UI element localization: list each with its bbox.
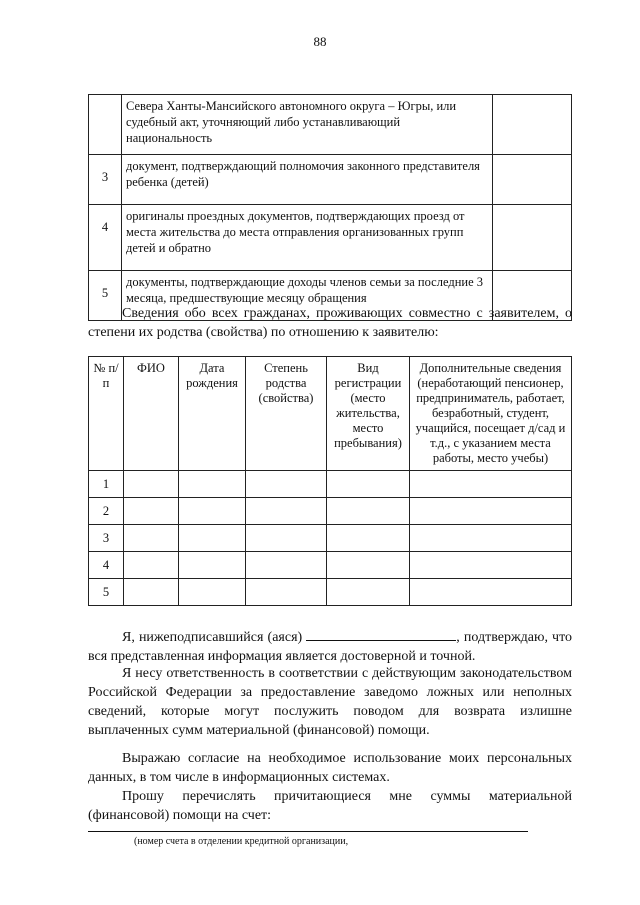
cell-birth-date[interactable] bbox=[179, 498, 246, 525]
row-number: 2 bbox=[89, 498, 124, 525]
row-number bbox=[89, 95, 122, 155]
documents-table bbox=[88, 94, 572, 321]
row-number: 4 bbox=[89, 552, 124, 579]
cell-birth-date[interactable] bbox=[179, 525, 246, 552]
signer-name-line[interactable] bbox=[306, 626, 456, 641]
account-number-line[interactable] bbox=[88, 831, 528, 832]
document-description: документ, подтверждающий полномочия законного представителя ребенка (детей) bbox=[122, 155, 493, 205]
cell-birth-date[interactable] bbox=[179, 579, 246, 606]
table-row bbox=[89, 205, 572, 271]
document-description: документы, подтверждающие доходы членов семьи за последние 3 месяца, предшествующие месяцу обращения bbox=[122, 271, 493, 321]
account-caption: (номер счета в отделении кредитной организации, bbox=[134, 836, 349, 847]
table-row bbox=[89, 525, 572, 552]
empty-cell bbox=[493, 205, 572, 271]
cell-kinship[interactable] bbox=[246, 525, 327, 552]
document-description: оригиналы проездных документов, подтверждающих проезд от места жительства до места отправления организованных групп детей и обратно bbox=[122, 205, 493, 271]
cell-additional-info[interactable] bbox=[410, 498, 572, 525]
cell-birth-date[interactable] bbox=[179, 471, 246, 498]
cell-registration[interactable] bbox=[327, 498, 410, 525]
cell-birth-date[interactable] bbox=[179, 552, 246, 579]
table-row bbox=[89, 498, 572, 525]
table-row bbox=[89, 552, 572, 579]
table-row bbox=[89, 471, 572, 498]
cell-kinship[interactable] bbox=[246, 579, 327, 606]
cell-additional-info[interactable] bbox=[410, 579, 572, 606]
row-number: 1 bbox=[89, 471, 124, 498]
cell-kinship[interactable] bbox=[246, 552, 327, 579]
table-row bbox=[89, 155, 572, 205]
empty-cell bbox=[493, 155, 572, 205]
col-header-registration: Вид регистрации (место жительства, место пребывания) bbox=[327, 357, 410, 471]
transfer-request-text: Прошу перечислять причитающиеся мне суммы материальной (финансовой) помощи на счет: bbox=[88, 789, 572, 823]
cell-kinship[interactable] bbox=[246, 498, 327, 525]
document-description: Севера Ханты-Мансийского автономного округа – Югры, или судебный акт, уточняющий либо устанавливающий национальность bbox=[122, 95, 493, 155]
row-number: 3 bbox=[89, 525, 124, 552]
cell-name[interactable] bbox=[124, 498, 179, 525]
col-header-birth-date: Дата рождения bbox=[179, 357, 246, 471]
row-number: 3 bbox=[89, 155, 122, 205]
cell-additional-info[interactable] bbox=[410, 552, 572, 579]
cell-kinship[interactable] bbox=[246, 471, 327, 498]
table-row bbox=[89, 95, 572, 155]
cell-registration[interactable] bbox=[327, 471, 410, 498]
row-number: 5 bbox=[89, 271, 122, 321]
cohabitants-table bbox=[88, 356, 572, 606]
declaration-prefix: Я, нижеподписавшийся (аяся) bbox=[122, 630, 303, 645]
consent-text: Выражаю согласие на необходимое использование моих персональных данных, в том числе в информационных системах. bbox=[88, 751, 572, 785]
col-header-name: ФИО bbox=[124, 357, 179, 471]
cell-registration[interactable] bbox=[327, 525, 410, 552]
empty-cell bbox=[493, 95, 572, 155]
cell-additional-info[interactable] bbox=[410, 525, 572, 552]
cell-name[interactable] bbox=[124, 552, 179, 579]
responsibility-text: Я несу ответственность в соответствии с действующим законодательством Российской Федерации за предоставление заведомо ложных или неполных сведений, которые могут послужить поводом для возврата излишне выплаченных сумм материальной (финансовой) помощи. bbox=[88, 666, 572, 738]
cell-registration[interactable] bbox=[327, 552, 410, 579]
cell-additional-info[interactable] bbox=[410, 471, 572, 498]
row-number: 5 bbox=[89, 579, 124, 606]
cell-name[interactable] bbox=[124, 471, 179, 498]
table-row bbox=[89, 579, 572, 606]
cohabitants-intro: Сведения обо всех гражданах, проживающих совместно с заявителем, о степени их родства (свойства) по отношению к заявителю: bbox=[88, 306, 572, 340]
col-header-number: № п/п bbox=[89, 357, 124, 471]
cell-registration[interactable] bbox=[327, 579, 410, 606]
col-header-kinship: Степень родства (свойства) bbox=[246, 357, 327, 471]
page-number: 88 bbox=[313, 34, 327, 49]
declaration-suffix: , подтверждаю, что вся представленная информация является достоверной и точной. bbox=[88, 630, 573, 664]
cell-name[interactable] bbox=[124, 525, 179, 552]
row-number: 4 bbox=[89, 205, 122, 271]
declaration bbox=[88, 626, 572, 666]
col-header-additional-info: Дополнительные сведения (неработающий пенсионер, предприниматель, работает, безработный, студент, учащийся, посещает д/сад и т.д., с указанием места работы, место учебы) bbox=[410, 357, 572, 471]
table-header-row bbox=[89, 357, 572, 471]
cell-name[interactable] bbox=[124, 579, 179, 606]
